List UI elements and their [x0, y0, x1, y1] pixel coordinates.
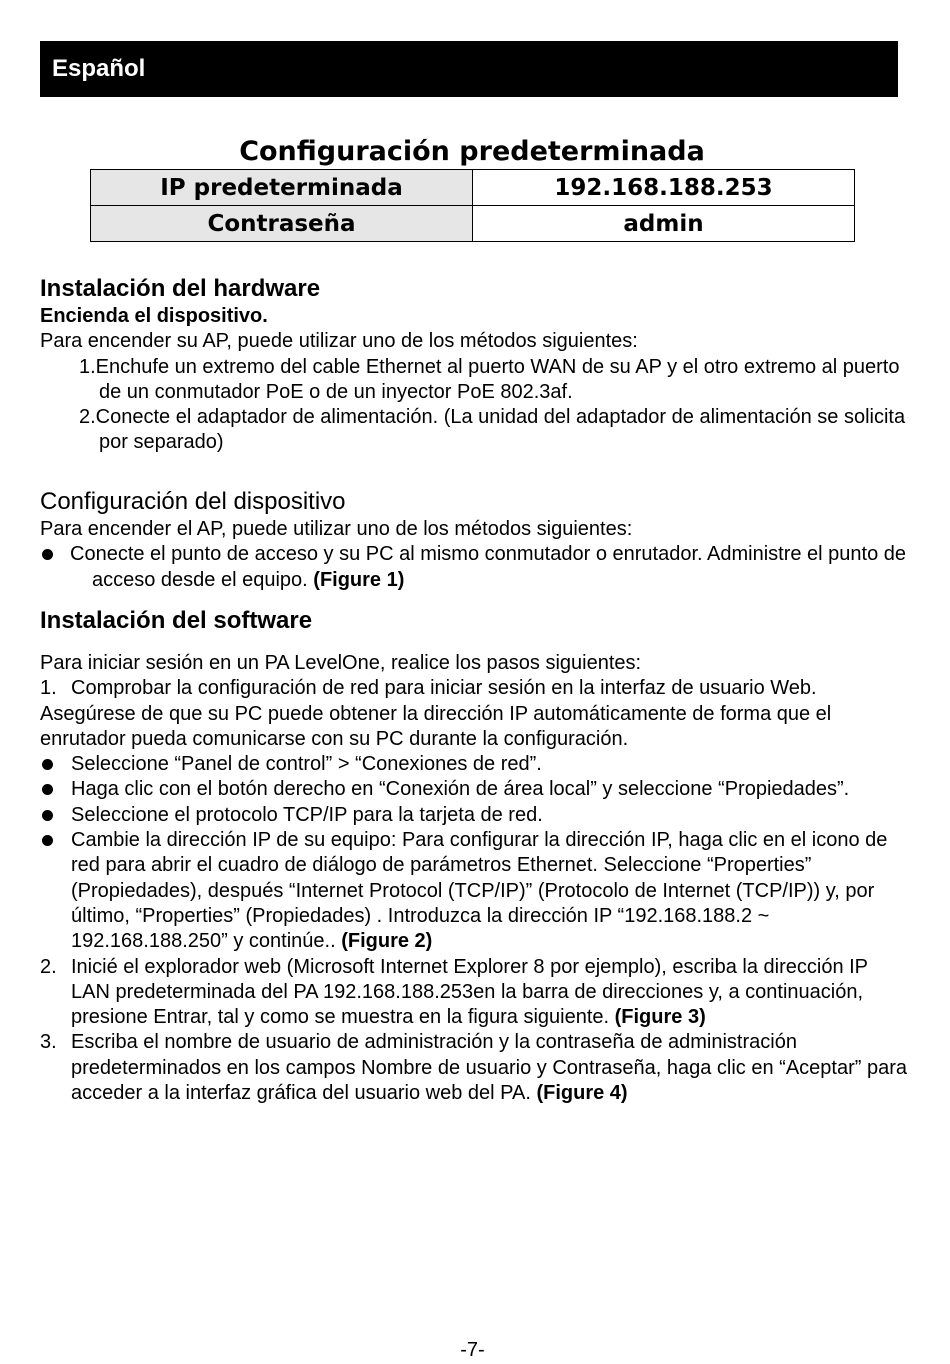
device-section: [40, 487, 910, 593]
bullet-4-text: Cambie la dirección IP de su equipo: Para configurar la dirección IP, haga clic en el icono de red para abrir el cuadro de diálogo de parámetros Ethernet. Seleccione “Properties” (Propiedades), después “Internet Protocol (TCP/IP)” (Protocolo de Internet (TCP/IP)) y, por último, “Properties” (Propiedades) . Introduzca la dirección IP “192.168.188.2 ~ 192.168.188.250” y continúe..: [71, 829, 888, 953]
step-1-text: Comprobar la configuración de red para iniciar sesión en la interfaz de usuario Web.: [71, 677, 817, 700]
software-section: [40, 606, 910, 1106]
step-3-number: 3.: [40, 1031, 57, 1054]
table-row: [91, 206, 855, 242]
step-1-paragraph: Asegúrese de que su PC puede obtener la dirección IP automáticamente de forma que el enrutador pueda comunicarse con su PC durante la configuración.: [40, 702, 832, 750]
software-intro: Para iniciar sesión en un PA LevelOne, realice los pasos siguientes:: [40, 652, 642, 674]
password-label: Contraseña: [91, 206, 473, 242]
figure-4-ref: (Figure 4): [536, 1082, 628, 1105]
step-2-number: 2.: [40, 955, 57, 978]
software-step-2: [40, 955, 910, 1031]
default-ip-value: 192.168.188.253: [473, 170, 855, 206]
device-intro: Para encender el AP, puede utilizar uno de los métodos siguientes:: [40, 518, 633, 540]
device-bullet: [40, 542, 910, 593]
device-bullet-text: Conecte el punto de acceso y su PC al mismo conmutador o enrutador. Administre el punto de acceso desde el equipo.: [70, 543, 907, 591]
table-row: [91, 170, 855, 206]
software-bullet-1: Seleccione “Panel de control” > “Conexiones de red”.: [40, 752, 910, 777]
figure-1-ref: (Figure 1): [313, 568, 405, 591]
step-2-text: Inicié el explorador web (Microsoft Internet Explorer 8 por ejemplo), escriba la dirección IP LAN predeterminada del PA 192.168.188.253en la barra de direcciones y, a continuación, presione Entrar, tal y como se muestra en la figura siguiente.: [71, 955, 868, 1029]
software-step-1: [40, 676, 910, 701]
figure-2-ref: (Figure 2): [341, 930, 433, 953]
software-bullet-2: Haga clic con el botón derecho en “Conexión de área local” y seleccione “Propiedades”.: [40, 777, 910, 802]
device-heading: Configuración del dispositivo: [40, 488, 346, 515]
software-step-3: [40, 1030, 910, 1106]
hardware-heading: Instalación del hardware: [40, 275, 321, 302]
software-bullet-4: [40, 828, 910, 954]
defaults-table: [90, 169, 855, 242]
language-banner: Español: [40, 41, 898, 97]
default-ip-label: IP predeterminada: [91, 170, 473, 206]
software-heading: Instalación del software: [40, 607, 313, 634]
figure-3-ref: (Figure 3): [614, 1006, 706, 1029]
hardware-item-2: 2.Conecte el adaptador de alimentación. (La unidad del adaptador de alimentación se solicita por separado): [79, 406, 906, 454]
hardware-subheading: Encienda el dispositivo.: [40, 305, 268, 327]
hardware-intro: Para encender su AP, puede utilizar uno de los métodos siguientes:: [40, 330, 638, 353]
step-3-text: Escriba el nombre de usuario de administración y la contraseña de administración predeterminados en los campos Nombre de usuario y Contraseña, haga clic en “Aceptar” para acceder a la interfaz gráfica del usuario web del PA.: [71, 1031, 907, 1105]
password-value: admin: [473, 206, 855, 242]
step-1-number: 1.: [40, 677, 57, 700]
hardware-section: [40, 274, 910, 456]
software-bullet-3: Seleccione el protocolo TCP/IP para la tarjeta de red.: [40, 803, 910, 828]
page-number: -7-: [460, 1339, 485, 1361]
defaults-title: Configuración predeterminada: [239, 136, 705, 167]
hardware-item-1: 1.Enchufe un extremo del cable Ethernet al puerto WAN de su AP y el otro extremo al puerto de un conmutador PoE o de un inyector PoE 802.3af.: [79, 355, 900, 403]
